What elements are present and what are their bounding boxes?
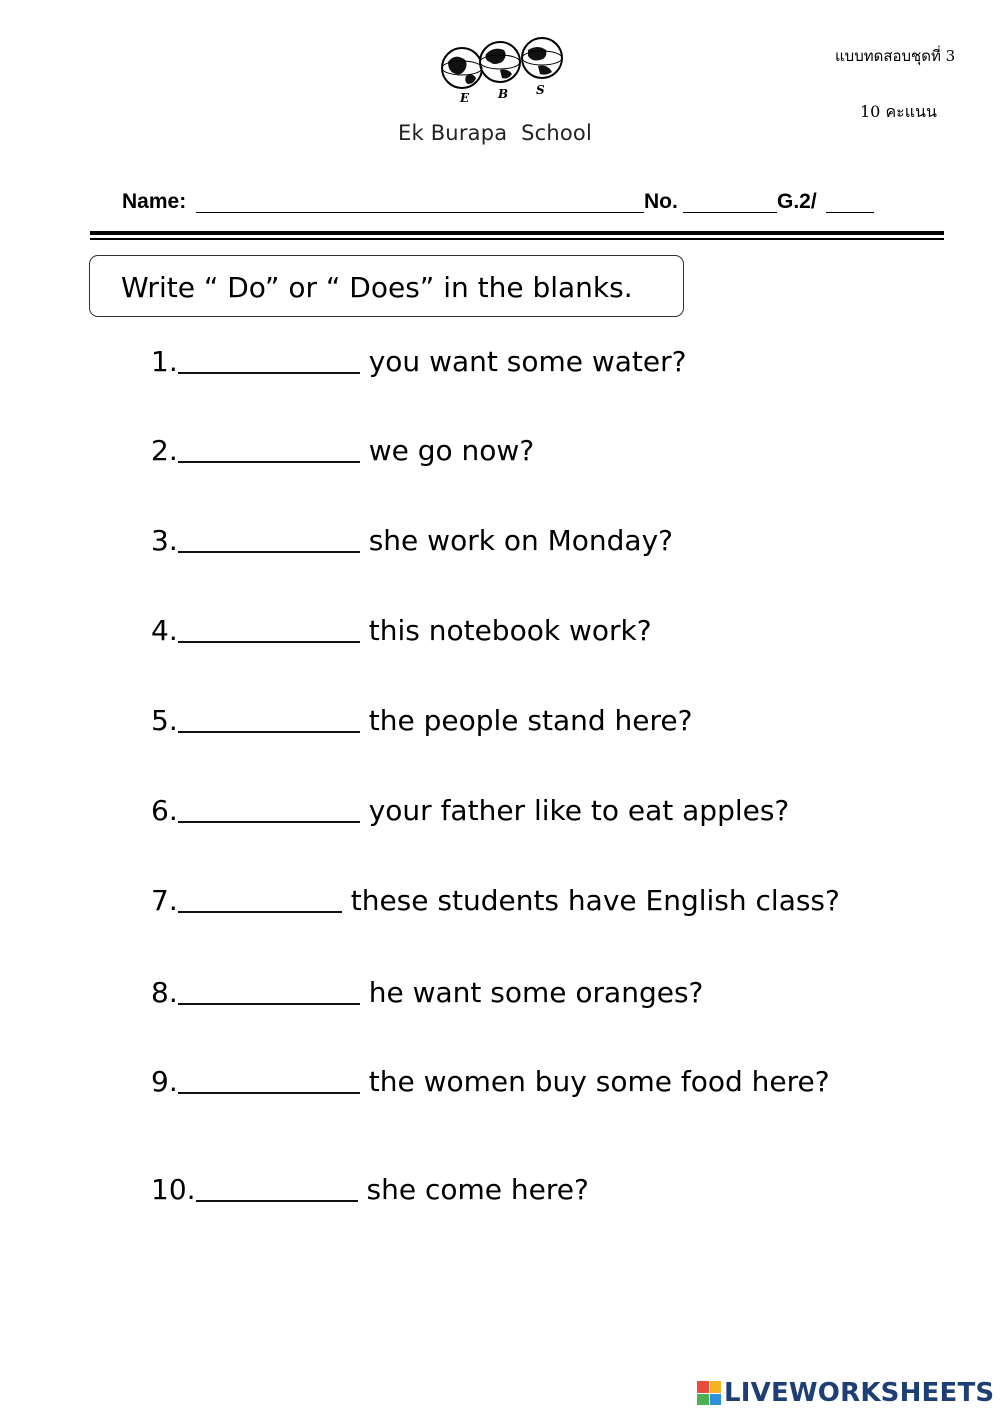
instruction-text: Write “ Do” or “ Does” in the blanks. [121, 271, 633, 304]
name-field[interactable] [196, 212, 644, 213]
question-item [151, 611, 652, 651]
score-label: 10 คะแนน [860, 102, 937, 121]
question-number: 6. [151, 794, 178, 827]
question-text: the women buy some food here? [368, 1065, 830, 1098]
question-item [151, 881, 840, 921]
answer-blank[interactable] [178, 342, 360, 374]
logo-letter-s: S [536, 83, 545, 97]
answer-blank[interactable] [178, 973, 360, 1005]
question-number: 10. [151, 1173, 196, 1206]
school-name: Ek Burapa School [398, 121, 592, 145]
liveworksheets-watermark [697, 1378, 994, 1408]
question-item [151, 431, 534, 471]
test-set-label: แบบทดสอบชุดที่ 3 [835, 47, 956, 65]
watermark-text: LIVEWORKSHEETS [724, 1378, 995, 1408]
question-item [151, 1062, 830, 1102]
answer-blank[interactable] [178, 701, 360, 733]
globes-logo-icon [438, 36, 568, 104]
question-item [151, 1170, 589, 1210]
instruction-box [89, 255, 684, 317]
question-number: 1. [151, 345, 178, 378]
question-text: he want some oranges? [368, 976, 704, 1009]
school-logo [438, 36, 568, 104]
logo-letter-b: B [498, 87, 509, 101]
answer-blank[interactable] [178, 881, 342, 913]
question-text: your father like to eat apples? [368, 794, 790, 827]
question-text: she come here? [366, 1173, 589, 1206]
question-item [151, 973, 703, 1013]
question-number: 8. [151, 976, 178, 1009]
question-item [151, 791, 789, 831]
question-number: 5. [151, 704, 178, 737]
question-number: 9. [151, 1065, 178, 1098]
grade-label: G.2/ [777, 190, 817, 213]
question-item [151, 342, 687, 382]
question-number: 2. [151, 434, 178, 467]
question-text: this notebook work? [368, 614, 652, 647]
answer-blank[interactable] [178, 521, 360, 553]
answer-blank[interactable] [196, 1170, 358, 1202]
question-text: we go now? [368, 434, 535, 467]
liveworksheets-logo-icon [697, 1381, 721, 1405]
question-text: these students have English class? [350, 884, 840, 917]
question-number: 3. [151, 524, 178, 557]
question-item [151, 521, 673, 561]
student-info-line [122, 190, 882, 220]
header-divider-thin [90, 238, 944, 240]
answer-blank[interactable] [178, 1062, 360, 1094]
question-text: you want some water? [368, 345, 687, 378]
answer-blank[interactable] [178, 791, 360, 823]
question-item [151, 701, 692, 741]
number-label: No. [644, 190, 678, 213]
grade-class-field[interactable] [826, 212, 874, 213]
logo-letter-e: E [460, 91, 470, 104]
question-number: 7. [151, 884, 178, 917]
number-field[interactable] [683, 212, 777, 213]
question-text: the people stand here? [368, 704, 693, 737]
answer-blank[interactable] [178, 431, 360, 463]
name-label: Name: [122, 190, 187, 213]
question-number: 4. [151, 614, 178, 647]
answer-blank[interactable] [178, 611, 360, 643]
header-divider-thick [90, 231, 944, 235]
question-text: she work on Monday? [368, 524, 674, 557]
